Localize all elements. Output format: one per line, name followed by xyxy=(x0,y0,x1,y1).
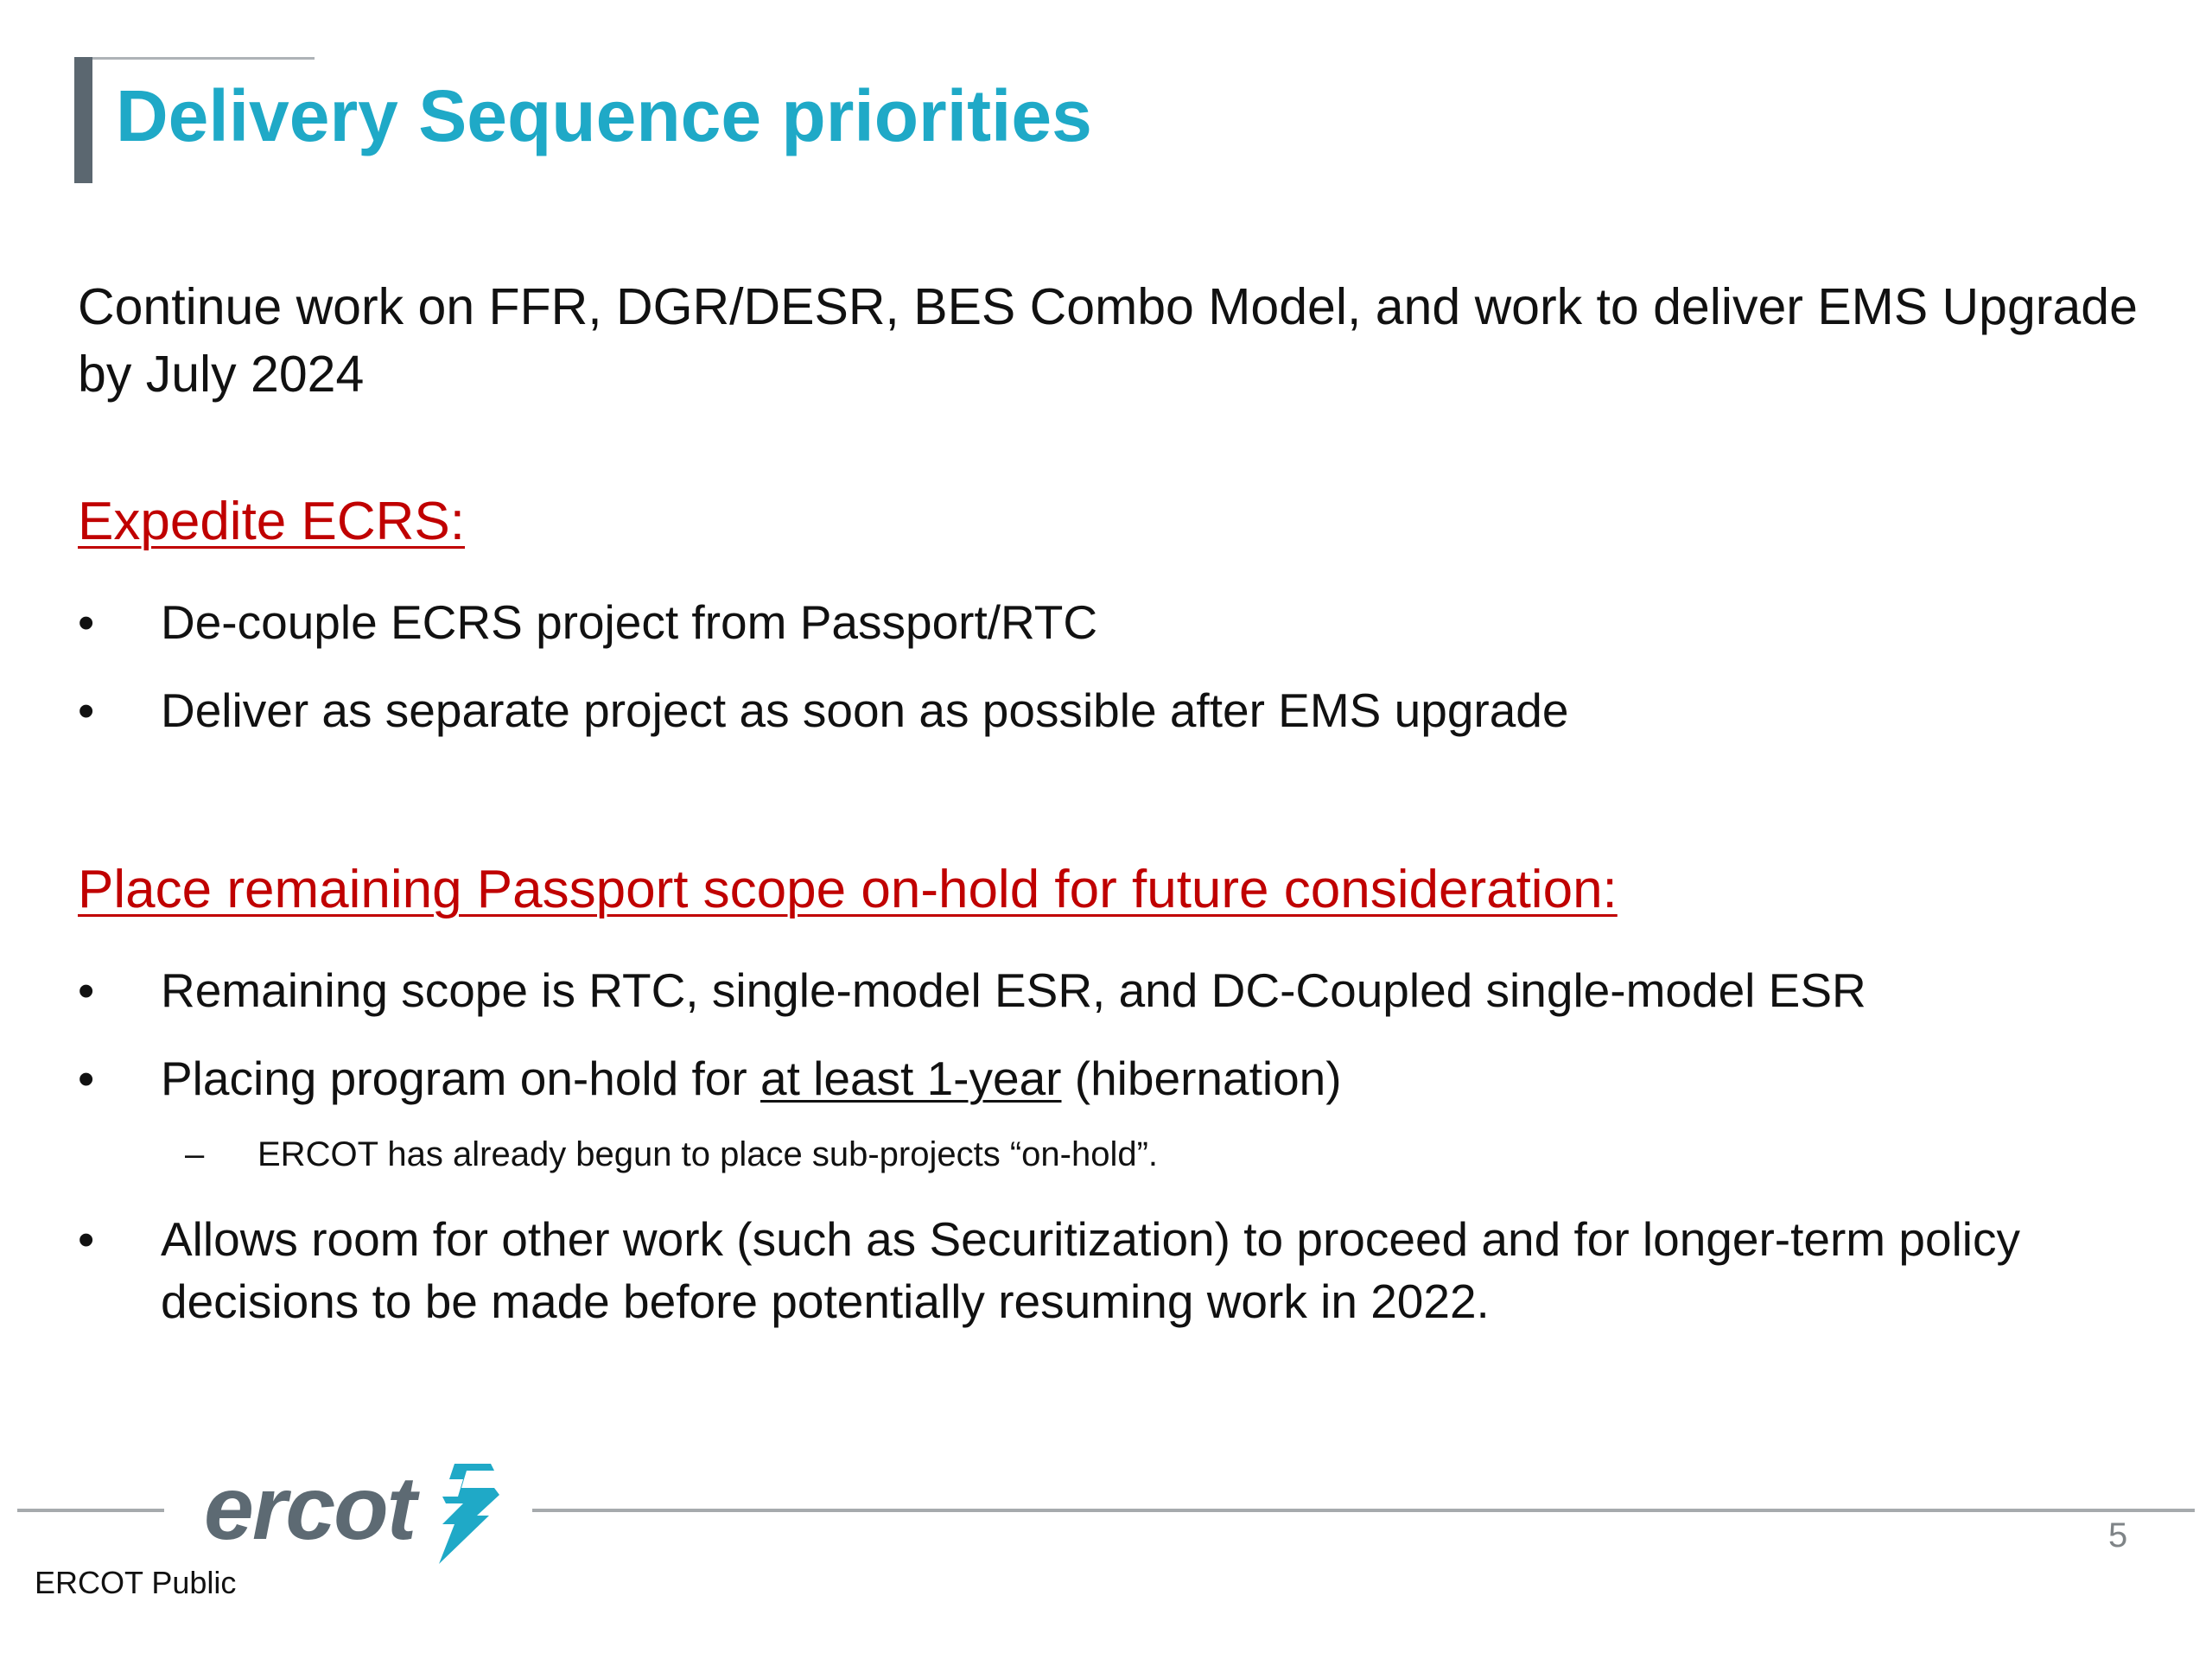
bullet-glyph: • xyxy=(78,683,95,737)
list-item-text-post: (hibernation) xyxy=(1061,1052,1342,1105)
bullet-glyph: • xyxy=(78,595,95,649)
bullet-glyph: • xyxy=(78,1212,95,1266)
list-item-text-pre: Placing program on-hold for xyxy=(161,1052,760,1105)
lightning-bolt-shape xyxy=(439,1464,499,1564)
logo-wordmark: ercot xyxy=(204,1459,416,1559)
sub-list-item-text: ERCOT has already begun to place sub-projects “on-hold”. xyxy=(257,1135,1159,1173)
list-item-text: Allows room for other work (such as Securitization) to proceed and for longer-term policy decisions to be made before potentially resuming work in 2022. xyxy=(161,1212,2021,1328)
slide-title: Delivery Sequence priorities xyxy=(116,75,1092,156)
list-item-text: Remaining scope is RTC, single-model ESR, and DC-Coupled single-model ESR xyxy=(161,963,1866,1017)
list-item-text: Deliver as separate project as soon as possible after EMS upgrade xyxy=(161,683,1569,737)
dash-glyph: – xyxy=(185,1135,205,1173)
section-heading-expedite-ecrs: Expedite ECRS: xyxy=(78,492,465,551)
bullet-glyph: • xyxy=(78,963,95,1017)
classification-label: ERCOT Public xyxy=(35,1565,237,1600)
list-item-text: De-couple ECRS project from Passport/RTC xyxy=(161,595,1098,649)
ercot-logo xyxy=(204,1457,498,1569)
intro-paragraph: Continue work on FFR, DGR/DESR, BES Combo Model, and work to deliver EMS Upgrade by July 2024 xyxy=(78,278,2138,403)
section-heading-passport-on-hold: Place remaining Passport scope on-hold for future consideration: xyxy=(78,860,1618,919)
lightning-bolt-icon xyxy=(404,1459,501,1567)
footer-rule-left xyxy=(17,1509,164,1512)
list-item-text xyxy=(161,1047,2165,1109)
bullet-glyph: • xyxy=(78,1052,95,1105)
title-accent-line xyxy=(74,57,315,60)
title-accent-bar xyxy=(74,57,92,183)
footer-rule-right xyxy=(532,1509,2195,1512)
underlined-emphasis: at least 1-year xyxy=(760,1052,1062,1105)
page-number: 5 xyxy=(2108,1516,2128,1554)
